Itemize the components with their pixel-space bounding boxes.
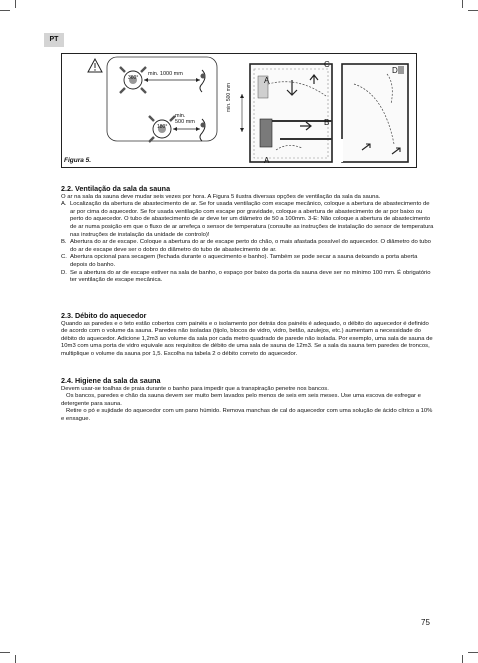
list-marker: B. [61, 239, 67, 246]
crop-mark [0, 10, 10, 11]
crop-mark [468, 10, 478, 11]
crop-mark [462, 0, 463, 8]
section-heater-output [61, 312, 435, 359]
section-ventilation [61, 185, 435, 285]
warning-icon [88, 59, 102, 72]
paragraph: O ar na sala da sauna deve mudar seis vezes por hora. A Figura 5 ilustra diversas opções de ventilação da sala da sauna. [61, 193, 381, 200]
list-item [61, 201, 435, 239]
list-item [61, 270, 435, 285]
sauna-cross-section [240, 64, 332, 162]
list-item [61, 254, 435, 269]
ventilation-diagram [62, 54, 416, 167]
crop-mark [462, 655, 463, 663]
letter-b: B [324, 118, 330, 127]
label-min-1000: min. 1000 mm [148, 71, 183, 77]
list-text: Abertura do ar de escape. Coloque a abertura do ar de escape perto do chão, o mais afastada possível do aquecedor. O diâmetro do tubo do ar de escape deve ser o dobro do diâmetro do tubo de abastecimento de ar. [70, 239, 431, 253]
figure-caption: Figura 5. [64, 157, 92, 164]
section-heading: 2.4. Higiene da sala da sauna [61, 376, 161, 385]
bathroom-cross-section [342, 64, 408, 162]
list-text: Abertura opcional para secagem (fechada durante o aquecimento e banho). Também se pode secar a sauna deixando a porta aberta depois do banho. [70, 254, 418, 268]
paragraph: Os bancos, paredes e chão da sauna devem ser muito bem lavados pelo menos de seis em seis meses. Use uma escova de esfregar e detergente para sauna. [61, 393, 421, 407]
crop-mark [15, 0, 16, 8]
crop-mark [15, 655, 16, 663]
letter-a-top: A [264, 76, 270, 85]
section-heading: 2.3. Débito do aquecedor [61, 311, 147, 320]
label-min-500-line1: min. [175, 113, 186, 119]
language-tab: PT [44, 33, 64, 47]
label-min-500-line2: 500 mm [175, 119, 195, 125]
list-text: Localização da abertura de abastecimento de ar. Se for usada ventilação com escape mecânico, coloque a abertura de abastecimento de ar por cima do aquecedor. Se for usada ventilação com escape por gravidade, coloque a abertura de abastecimento de ar por baixo ou perto do aquecedor. O tubo de abastecimento de ar deve ter um diâmetro de 50 a 100mm. 3-E: Não coloque a abertura de abastecimento de ar numa posição em que o fluxo de ar arrefeça o sensor de temperatura (consulte as instruções de instalação do sensor de temperatura nas instruções de instalação da unidade de controlo)! [70, 201, 434, 238]
list-item [61, 239, 435, 254]
label-360: 360° [128, 75, 139, 81]
paragraph: Devem usar-se toalhas de praia durante o banho para impedir que a transpiração penetre nos bancos. [61, 385, 329, 392]
list-marker: D. [61, 269, 67, 276]
paragraph: Retire o pó e sujidade do aquecedor com um pano húmido. Remova manchas de cal do aquecedor com uma solução de ácido cítrico a 10% e enxague. [61, 408, 433, 422]
letter-a-bottom: A [264, 156, 270, 165]
page-number: 75 [421, 618, 430, 627]
figure-ventilation [61, 53, 417, 168]
paragraph: Quando as paredes e o teto estão cobertos com painéis e o isolamento por detrás dos painéis é adequado, o débito do aquecedor é definido de acordo com o volume da sauna. Paredes não isoladas (tijolo, blocos de vidro, vidro, betão, azulejos, etc.) aumentam a necessidade do débito do aquecedor. Adicione 1,2m3 ao volume da sala por cada metro quadrado de parede não isolada. Por exemplo, uma sala de sauna de 10m3 com uma porta de vidro equivale aos requisitos de débito de uma sala de sauna de 12m3. Se a sala da sauna tem paredes de troncos, multiplique o volume da sauna por 1,5. Escolha na tabela 2 o débito correto do aquecedor. [61, 320, 433, 357]
label-180: 180° [157, 124, 168, 130]
section-heading: 2.2. Ventilação da sala da sauna [61, 184, 171, 193]
crop-mark [468, 652, 478, 653]
label-vertical-min-500: min. 500 mm [226, 83, 232, 112]
crop-mark [0, 652, 10, 653]
letter-c: C [324, 60, 330, 69]
list-marker: A. [61, 201, 67, 208]
list-marker: C. [61, 254, 67, 261]
list-text: Se a abertura do ar de escape estiver na sala de banho, o espaço por baixo da porta da sauna deve ser no mínimo 100 mm. É obrigatório ter ventilação de escape mecânica. [70, 269, 431, 284]
letter-d: D [392, 66, 398, 75]
section-hygiene [61, 377, 435, 424]
